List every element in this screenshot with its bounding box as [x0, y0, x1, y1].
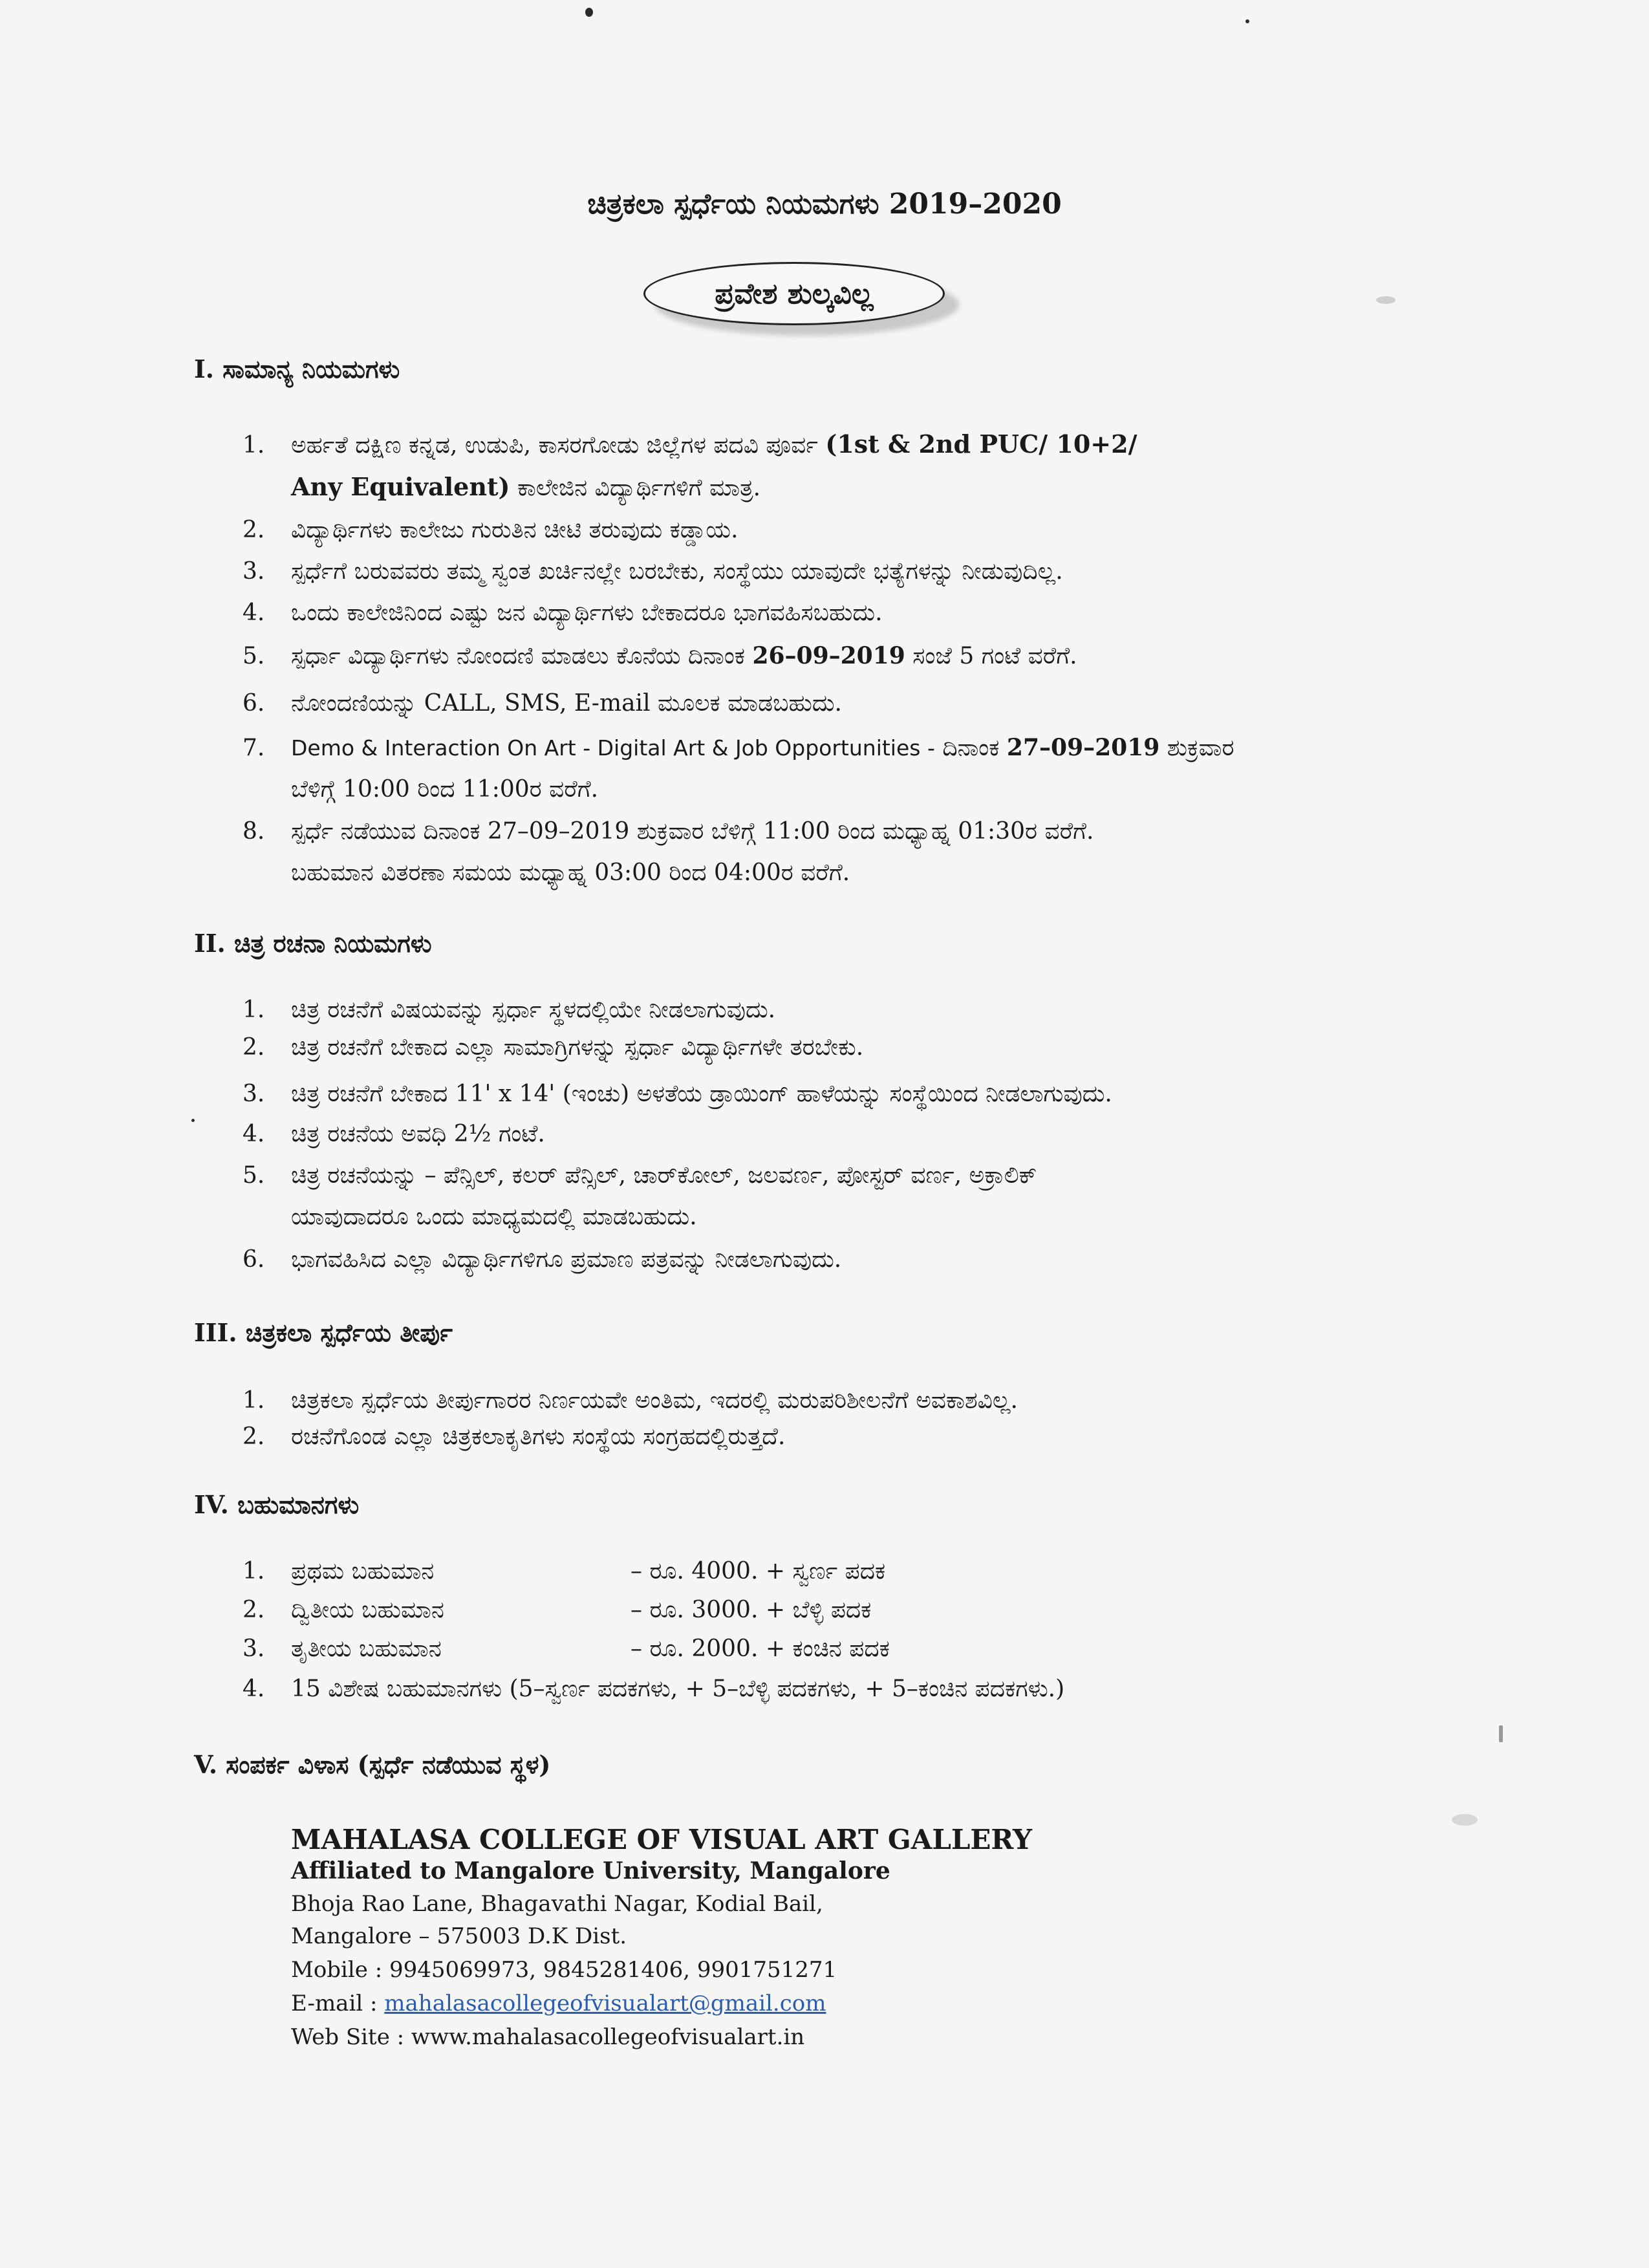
- prize-value: – ರೂ. 3000. + ಬೆಳ್ಳಿ ಪದಕ: [630, 1597, 872, 1623]
- email-label: E-mail :: [291, 1991, 378, 2016]
- item-number: 5.: [242, 1162, 265, 1189]
- affiliation: Affiliated to Mangalore University, Mangalore: [291, 1857, 890, 1885]
- item-text: ರಚನೆಗೊಂಡ ಎಲ್ಲಾ ಚಿತ್ರಕಲಾಕೃತಿಗಳು ಸಂಸ್ಥೆಯ ಸಂಗ್ರಹದಲ್ಲಿರುತ್ತದೆ.: [291, 1423, 786, 1450]
- item-number: 2.: [242, 1423, 265, 1450]
- section-heading-general-rules: I. ಸಾಮಾನ್ಯ ನಿಯಮಗಳು: [194, 354, 400, 383]
- scan-speck: [1245, 19, 1249, 23]
- item-number: 2.: [242, 1597, 265, 1623]
- list-item: [242, 989, 775, 1031]
- item-text: ಚಿತ್ರಕಲಾ ಸ್ಪರ್ಧೆಯ ತೀರ್ಪುಗಾರರ ನಿರ್ಣಯವೇ ಅಂತಿಮ, ಇದರಲ್ಲಿ ಮರುಪರಿಶೀಲನೆಗೆ ಅವಕಾಶವಿಲ್ಲ.: [291, 1387, 1018, 1414]
- item-continuation: ಕಾಲೇಜಿನ ವಿದ್ಯಾರ್ಥಿಗಳಿಗೆ ಮಾತ್ರ.: [510, 475, 761, 501]
- item-number: 7.: [242, 735, 265, 761]
- prize-row: [242, 1551, 885, 1592]
- page-title: ಚಿತ್ರಕಲಾ ಸ್ಪರ್ಧೆಯ ನಿಯಮಗಳು 2019–2020: [587, 188, 1062, 221]
- item-text: ಸ್ಪರ್ಧಾ ವಿದ್ಯಾರ್ಥಿಗಳು ನೋಂದಣಿ ಮಾಡಲು ಕೊನೆಯ ದಿನಾಂಕ: [291, 643, 745, 669]
- prize-label: ಪ್ರಥಮ ಬಹುಮಾನ: [291, 1558, 435, 1584]
- item-text: ವಿದ್ಯಾರ್ಥಿಗಳು ಕಾಲೇಜು ಗುರುತಿನ ಚೀಟಿ ತರುವುದು ಕಡ್ಡಾಯ.: [291, 517, 738, 543]
- item-text: ದಿನಾಂಕ: [942, 735, 1000, 761]
- scan-speck: [585, 8, 593, 17]
- item-text: ಚಿತ್ರ ರಚನೆಗೆ ವಿಷಯವನ್ನು ಸ್ಪರ್ಧಾ ಸ್ಥಳದಲ್ಲಿಯೇ ನೀಡಲಾಗುವುದು.: [291, 997, 776, 1023]
- list-item: [242, 727, 1234, 810]
- list-item: [242, 1027, 863, 1068]
- section-heading-prizes: IV. ಬಹುಮಾನಗಳು: [194, 1490, 360, 1519]
- item-text: ಚಿತ್ರ ರಚನೆಯ ಅವಧಿ 2½ ಗಂಟೆ.: [291, 1121, 545, 1147]
- gallery-name: MAHALASA COLLEGE OF VISUAL ART GALLERY: [291, 1824, 1033, 1855]
- item-text-english: Demo & Interaction On Art - Digital Art & Job Opportunities -: [291, 735, 935, 761]
- item-text-tail: ಸಂಜೆ 5 ಗಂಟೆ ವರೆಗೆ.: [912, 643, 1077, 669]
- list-item: [242, 1669, 1064, 1710]
- item-number: 4.: [242, 1676, 265, 1702]
- item-text: ಚಿತ್ರ ರಚನೆಯನ್ನು – ಪೆನ್ಸಿಲ್, ಕಲರ್ ಪೆನ್ಸಿಲ್, ಚಾರ್‌ಕೋಲ್, ಜಲವರ್ಣ, ಪೋಸ್ಟರ್ ವರ್ಣ, ಅಕ್ರಾಲಿಕ್: [291, 1162, 1037, 1189]
- item-continuation-bold: Any Equivalent): [291, 472, 510, 501]
- item-number: 4.: [242, 1121, 265, 1147]
- address-line-1: Bhoja Rao Lane, Bhagavathi Nagar, Kodial Bail,: [291, 1891, 823, 1917]
- email-link[interactable]: mahalasacollegeofvisualart@gmail.com: [384, 1991, 826, 2016]
- item-text: ಸ್ಪರ್ಧೆಗೆ ಬರುವವರು ತಮ್ಮ ಸ್ವಂತ ಖರ್ಚಿನಲ್ಲೇ ಬರಬೇಕು, ಸಂಸ್ಥೆಯು ಯಾವುದೇ ಭತ್ಯೆಗಳನ್ನು ನೀಡುವುದಿಲ್ಲ.: [291, 558, 1063, 585]
- section-heading-contact: V. ಸಂಪರ್ಕ ವಿಳಾಸ (ಸ್ಪರ್ಧೆ ನಡೆಯುವ ಸ್ಥಳ): [194, 1750, 551, 1779]
- section-heading-drawing-rules: II. ಚಿತ್ರ ರಚನಾ ನಿಯಮಗಳು: [194, 929, 432, 958]
- list-item: [242, 1416, 785, 1458]
- item-text: ಅರ್ಹತೆ ದಕ್ಷಿಣ ಕನ್ನಡ, ಉಡುಪಿ, ಕಾಸರಗೋಡು ಜಿಲ್ಲೆಗಳ ಪದವಿ ಪೂರ್ವ: [291, 432, 818, 459]
- list-item: [242, 635, 1077, 677]
- item-text-bold: (1st & 2nd PUC/ 10+2/: [825, 429, 1137, 459]
- item-date: 27–09–2019: [1006, 734, 1160, 761]
- list-item: [242, 1380, 1018, 1421]
- item-text: ಸ್ಪರ್ಧೆ ನಡೆಯುವ ದಿನಾಂಕ 27–09–2019 ಶುಕ್ರವಾರ ಬೆಳಿಗ್ಗೆ 11:00 ರಿಂದ ಮಧ್ಯಾಹ್ನ 01:30ರ ವರೆಗೆ.: [291, 818, 1094, 845]
- prize-value: – ರೂ. 4000. + ಸ್ವರ್ಣ ಪದಕ: [630, 1558, 886, 1584]
- list-item: [242, 592, 883, 634]
- item-text-tail: ಶುಕ್ರವಾರ: [1167, 735, 1234, 761]
- list-item: [242, 1155, 1037, 1238]
- list-item: [242, 1114, 545, 1155]
- section-heading-judgement: III. ಚಿತ್ರಕಲಾ ಸ್ಪರ್ಧೆಯ ತೀರ್ಪು: [194, 1318, 453, 1347]
- item-number: 6.: [242, 1246, 265, 1273]
- item-number: 1.: [242, 432, 265, 459]
- item-number: 3.: [242, 1081, 265, 1107]
- address-line-2: Mangalore – 575003 D.K Dist.: [291, 1923, 627, 1949]
- item-number: 3.: [242, 558, 265, 585]
- scan-speck: [1376, 296, 1396, 304]
- prize-row: [242, 1628, 890, 1670]
- prize-value: – ರೂ. 2000. + ಕಂಚಿನ ಪದಕ: [630, 1636, 890, 1662]
- item-text: ಚಿತ್ರ ರಚನೆಗೆ ಬೇಕಾದ 11' x 14' (ಇಂಚು) ಅಳತೆಯ ಡ್ರಾಯಿಂಗ್ ಹಾಳೆಯನ್ನು ಸಂಸ್ಥೆಯಿಂದ ನೀಡಲಾಗುವುದು.: [291, 1081, 1112, 1107]
- item-number: 2.: [242, 517, 265, 543]
- mobile-numbers: Mobile : 9945069973, 9845281406, 9901751271: [291, 1957, 837, 1983]
- no-entry-fee-badge: [643, 262, 960, 333]
- prize-row: [242, 1590, 871, 1631]
- item-text: ಚಿತ್ರ ರಚನೆಗೆ ಬೇಕಾದ ಎಲ್ಲಾ ಸಾಮಾಗ್ರಿಗಳನ್ನು ಸ್ಪರ್ಧಾ ವಿದ್ಯಾರ್ಥಿಗಳೇ ತರಬೇಕು.: [291, 1034, 864, 1061]
- item-number: 1.: [242, 1387, 265, 1414]
- item-text: ನೋಂದಣಿಯನ್ನು CALL, SMS, E-mail ಮೂಲಕ ಮಾಡಬಹುದು.: [291, 690, 842, 717]
- item-number: 1.: [242, 1558, 265, 1584]
- item-text: ಭಾಗವಹಿಸಿದ ಎಲ್ಲಾ ವಿದ್ಯಾರ್ಥಿಗಳಿಗೂ ಪ್ರಮಾಣ ಪತ್ರವನ್ನು ನೀಡಲಾಗುವುದು.: [291, 1246, 842, 1273]
- item-continuation: ಯಾವುದಾದರೂ ಒಂದು ಮಾಧ್ಯಮದಲ್ಲಿ ಮಾಡಬಹುದು.: [291, 1204, 697, 1230]
- list-item: [242, 1239, 841, 1280]
- item-date: 26–09–2019: [752, 642, 905, 669]
- scan-speck: [1499, 1725, 1503, 1742]
- item-number: 5.: [242, 643, 265, 669]
- scan-speck: [191, 1119, 195, 1122]
- badge-label: ಪ್ರವೇಶ ಶುಲ್ಕವಿಲ್ಲ: [643, 262, 945, 325]
- list-item: [242, 424, 1137, 509]
- item-number: 6.: [242, 690, 265, 717]
- item-number: 4.: [242, 599, 265, 626]
- item-number: 2.: [242, 1034, 265, 1061]
- item-number: 3.: [242, 1636, 265, 1662]
- item-continuation: ಬೆಳಿಗ್ಗೆ 10:00 ರಿಂದ 11:00ರ ವರೆಗೆ.: [291, 776, 599, 803]
- list-item: [242, 811, 1094, 894]
- item-text: 15 ವಿಶೇಷ ಬಹುಮಾನಗಳು (5–ಸ್ವರ್ಣ ಪದಕಗಳು, + 5–ಬೆಳ್ಳಿ ಪದಕಗಳು, + 5–ಕಂಚಿನ ಪದಕಗಳು.): [291, 1676, 1065, 1702]
- item-number: 8.: [242, 818, 265, 845]
- item-continuation: ಬಹುಮಾನ ವಿತರಣಾ ಸಮಯ ಮಧ್ಯಾಹ್ನ 03:00 ರಿಂದ 04:00ರ ವರೆಗೆ.: [291, 859, 850, 886]
- list-item: [242, 551, 1063, 592]
- list-item: [242, 683, 842, 724]
- prize-label: ದ್ವಿತೀಯ ಬಹುಮಾನ: [291, 1597, 444, 1623]
- list-item: [242, 1074, 1112, 1115]
- item-number: 1.: [242, 997, 265, 1023]
- prize-label: ತೃತೀಯ ಬಹುಮಾನ: [291, 1636, 442, 1662]
- item-text: ಒಂದು ಕಾಲೇಜಿನಿಂದ ಎಷ್ಟು ಜನ ವಿದ್ಯಾರ್ಥಿಗಳು ಬೇಕಾದರೂ ಭಾಗವಹಿಸಬಹುದು.: [291, 599, 883, 626]
- scan-speck: [1452, 1814, 1478, 1826]
- list-item: [242, 510, 738, 551]
- website: Web Site : www.mahalasacollegeofvisualart.in: [291, 2024, 805, 2050]
- email-row: [291, 1991, 826, 2016]
